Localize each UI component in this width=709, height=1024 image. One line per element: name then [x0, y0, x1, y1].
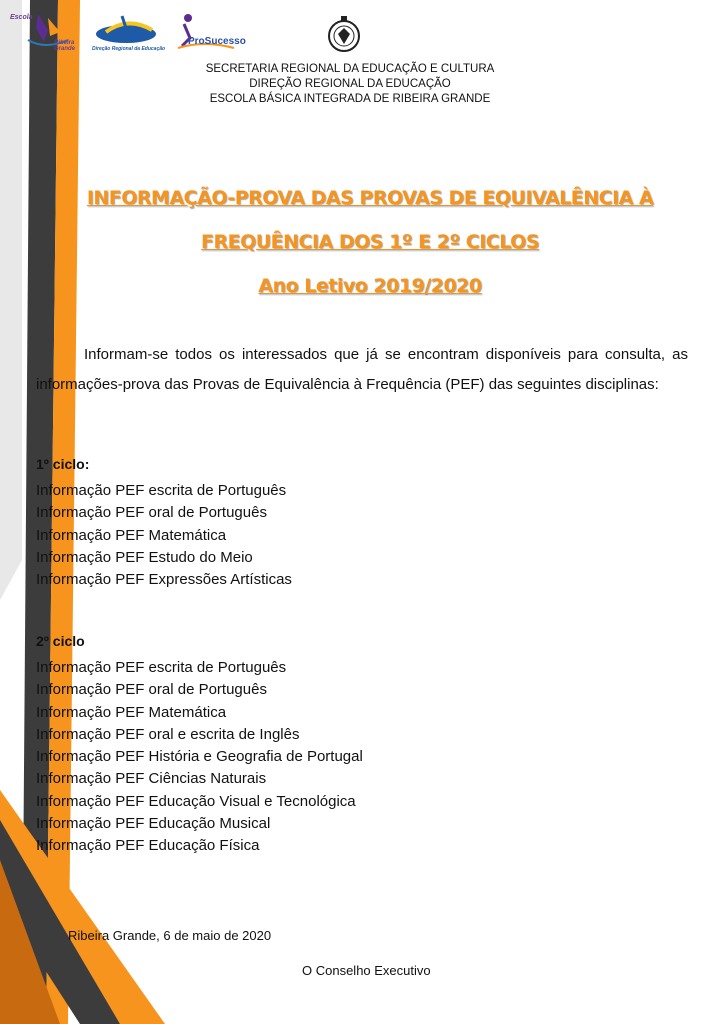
list-item: Informação PEF escrita de Português: [36, 482, 287, 499]
document-title: [40, 176, 700, 308]
institution-header: [150, 62, 550, 107]
intro-paragraph: Informam-se todos os interessados que já se encontram disponíveis para consulta, as informações-prova das Provas de Equivalência à Frequência (PEF) das seguintes disciplinas:: [36, 346, 688, 393]
logos-bar: [8, 10, 258, 56]
list-item: Informação PEF Matemática: [36, 703, 227, 721]
list-item: Informação PEF Expressões Artísticas: [36, 571, 292, 589]
list-item: Informação PEF oral de Português: [36, 681, 267, 699]
drec-logo-text: Direção Regional da Educação: [92, 46, 166, 52]
list-item: Informação PEF oral e escrita de Inglês: [36, 725, 300, 743]
ciclo2-title: 2º ciclo: [36, 633, 85, 649]
prosucesso-logo-text: ProSucesso: [188, 36, 246, 47]
list-item: Informação PEF Estudo do Meio: [36, 548, 253, 566]
header-line-1: SECRETARIA REGIONAL DA EDUCAÇÃO E CULTURA: [205, 63, 495, 75]
escola-logo-sub: Ribeira Grande: [54, 40, 76, 52]
list-item: Informação PEF Educação Musical: [36, 815, 271, 833]
header-line-2: DIREÇÃO REGIONAL DA EDUCAÇÃO: [249, 78, 451, 90]
list-item: Informação PEF Ciências Naturais: [36, 770, 267, 788]
list-item: Informação PEF Educação Física: [36, 837, 260, 855]
escola-logo: [8, 10, 82, 54]
ciclo1-section: [36, 456, 636, 591]
signature: O Conselho Executivo: [302, 963, 431, 978]
header-line-3: ESCOLA BÁSICA INTEGRADA DE RIBEIRA GRANDE: [209, 93, 491, 105]
title-line-2: FREQUÊNCIA DOS 1º E 2º CICLOS: [200, 231, 540, 253]
title-line-1: INFORMAÇÃO-PROVA DAS PROVAS DE EQUIVALÊNCIA À: [86, 187, 654, 209]
government-seal-icon: [326, 14, 362, 56]
drec-logo: [86, 10, 170, 54]
title-line-3: Ano Letivo 2019/2020: [258, 275, 482, 297]
list-item: Informação PEF oral de Português: [36, 504, 267, 522]
prosucesso-logo: [174, 10, 254, 54]
list-item: Informação PEF Educação Visual e Tecnológica: [36, 792, 356, 810]
list-item: Informação PEF História e Geografia de Portugal: [36, 748, 363, 766]
list-item: Informação PEF Matemática: [36, 526, 227, 544]
ciclo1-title: 1º ciclo:: [36, 456, 90, 472]
ciclo2-section: [36, 633, 636, 858]
place-date: Ribeira Grande, 6 de maio de 2020: [68, 928, 272, 943]
escola-logo-text: Escola: [10, 14, 33, 21]
list-item: Informação PEF escrita de Português: [36, 659, 287, 676]
